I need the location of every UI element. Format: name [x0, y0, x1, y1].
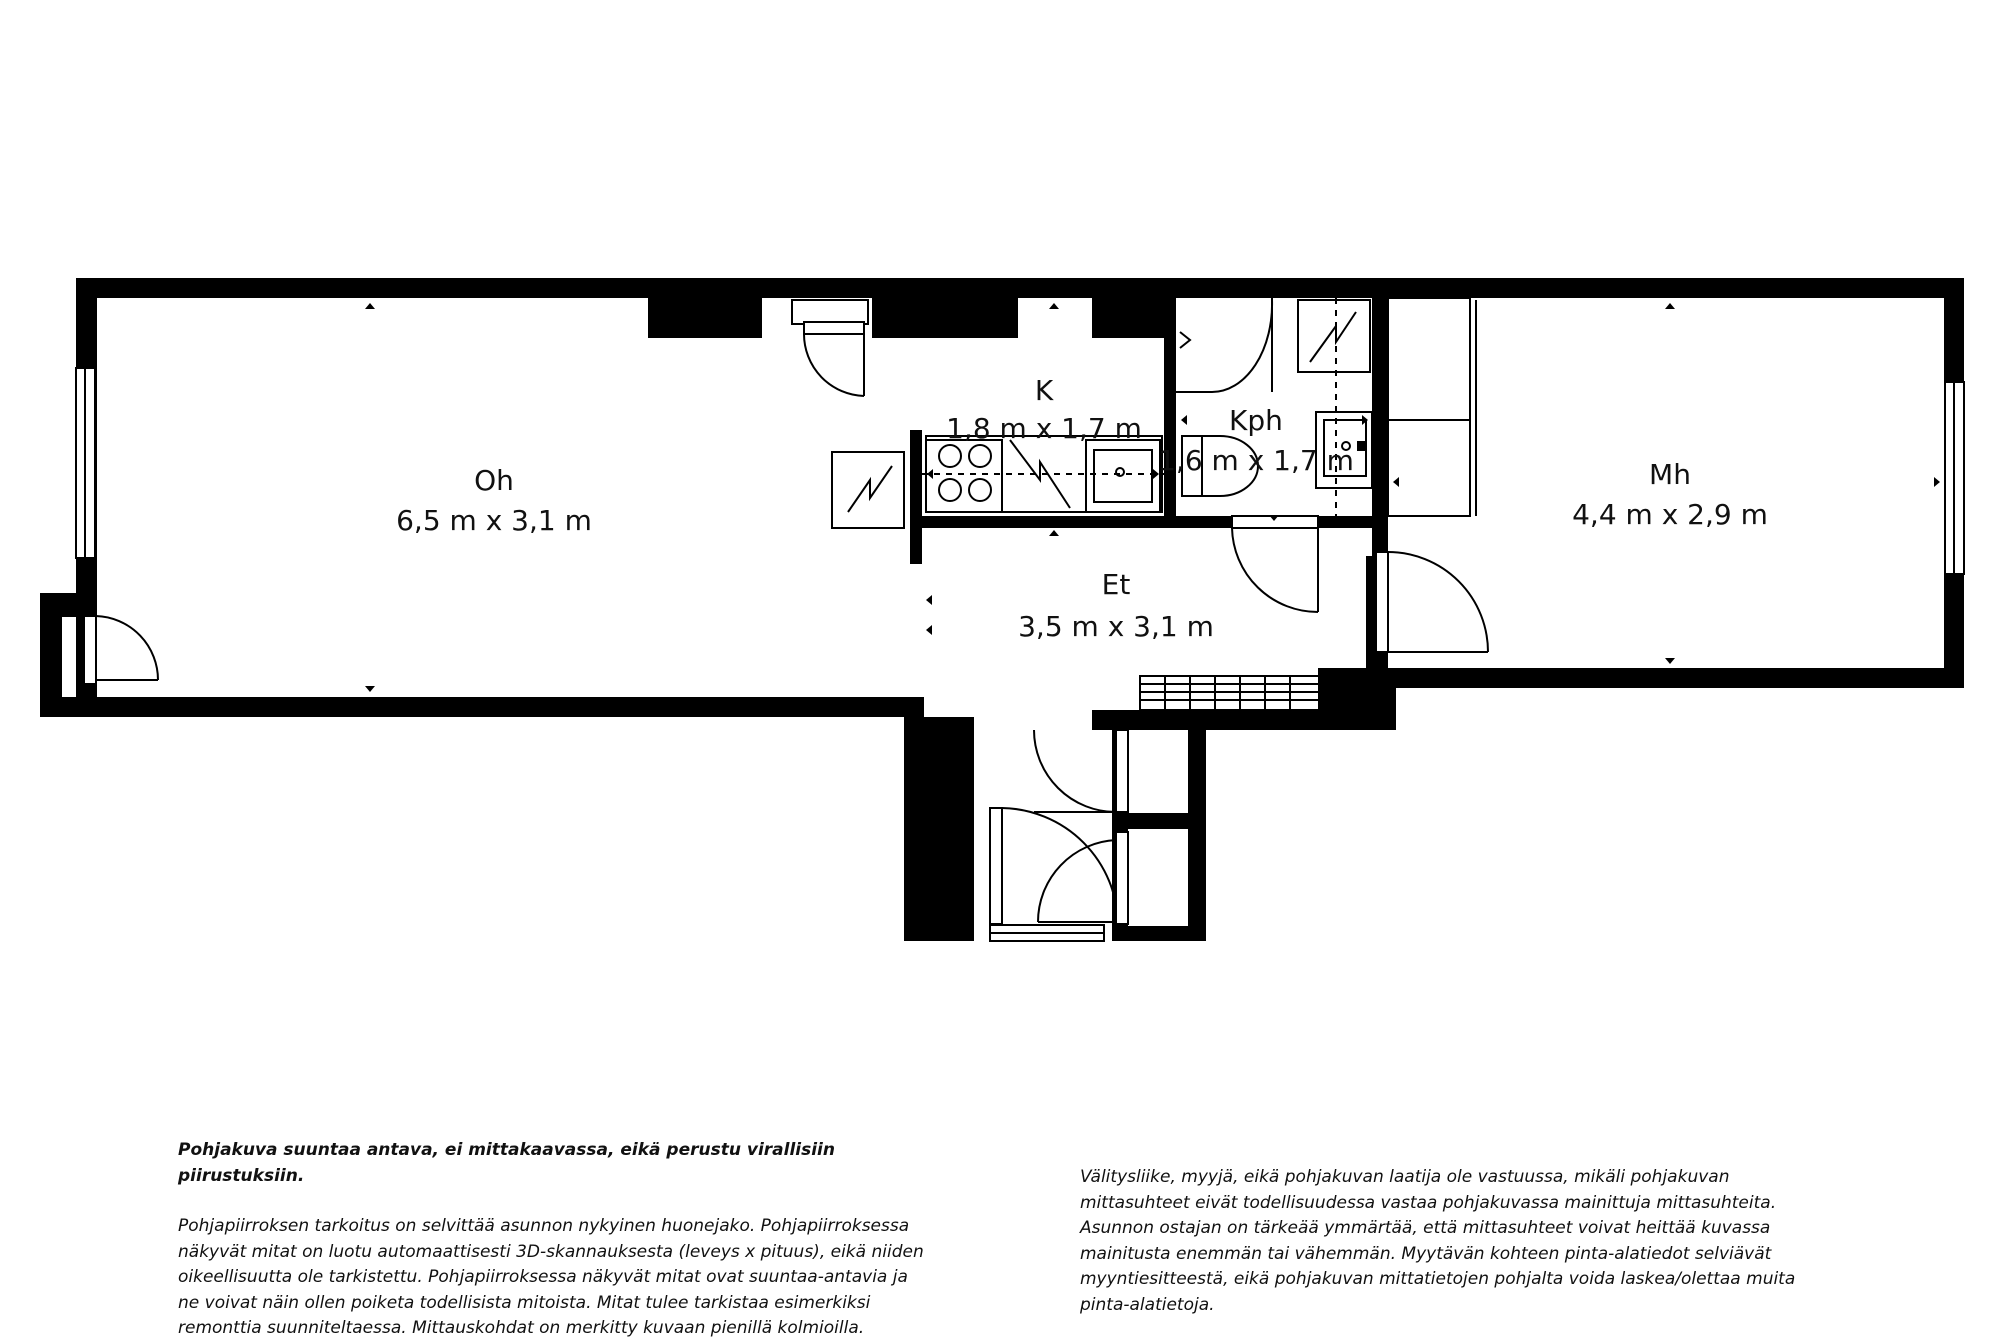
room-size-kph: 1,6 m x 1,7 m [1158, 444, 1354, 477]
room-name-mh: Mh [1649, 458, 1691, 491]
room-name-oh: Oh [474, 464, 514, 497]
disclaimer-right [1080, 1165, 1850, 1318]
room-size-mh: 4,4 m x 2,9 m [1572, 498, 1768, 531]
disclaimer-right-text: Välitysliike, myyjä, eikä pohjakuvan laatija ole vastuussa, mikäli pohjakuvan mittasuhteet eivät todellisuudessa vastaa pohjakuvassa mainittuja mittasuhteita. Asunnon ostajan on tärkeää ymmärtää, että mittasuhteet voivat heittää kuvassa mainitusta enemmän tai vähemmän. Myytävän kohteen pinta-alatiedot selviävät myyntiesitteestä, eikä pohjakuvan mittatietojen pohjalta voida laskea/olettaa muita pinta-alatietoja. [1080, 1167, 1796, 1315]
room-size-et: 3,5 m x 3,1 m [1018, 610, 1214, 643]
room-name-et: Et [1101, 568, 1131, 601]
disclaimer-title: Pohjakuva suuntaa antava, ei mittakaavassa, eikä perustu virallisiin piirustuksiin. [178, 1140, 835, 1186]
room-labels [396, 374, 1768, 643]
room-size-k: 1,8 m x 1,7 m [946, 412, 1142, 445]
room-name-kph: Kph [1229, 404, 1283, 437]
room-size-oh: 6,5 m x 3,1 m [396, 504, 592, 537]
disclaimer-left [178, 1138, 938, 1342]
disclaimer-left-text: Pohjapiirroksen tarkoitus on selvittää asunnon nykyinen huonejako. Pohjapiirroksessa näkyvät mitat on luotu automaattisesti 3D-skannauksesta (leveys x pituus), eikä niiden oikeellisuutta ole tarkistettu. Pohjapiirroksessa näkyvät mitat ovat suuntaa-antavia ja ne voivat näin ollen poiketa todellisista mitoista. Mitat tulee tarkistaa esimerkiksi remonttia suunniteltaessa. Mittauskohdat on merkitty kuvaan pienillä kolmioilla. [178, 1216, 924, 1338]
room-name-k: K [1034, 374, 1054, 407]
window-kitchen-top [792, 300, 868, 324]
